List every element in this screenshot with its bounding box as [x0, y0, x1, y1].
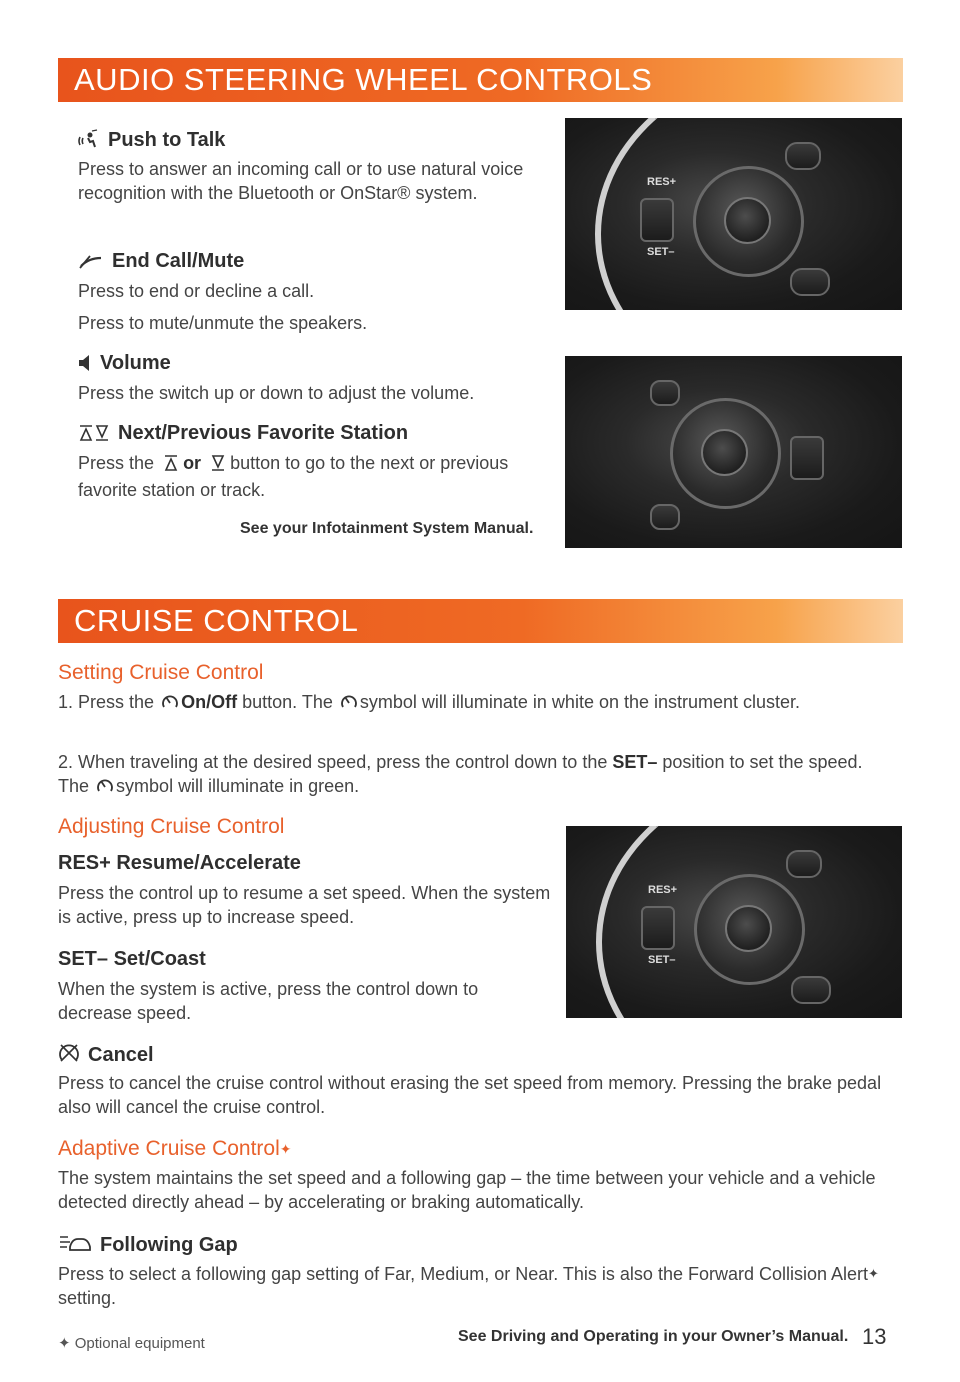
cruise-talk-button: [786, 850, 822, 878]
end-call-icon: [78, 252, 104, 276]
adaptive-cruise-text: The system maintains the set speed and a following gap – the time between your vehicle and a vehicle detected directly ahead – by accelerating or braking automatically.: [58, 1168, 876, 1212]
res-label: RES+: [647, 176, 677, 188]
push-to-talk-button: [785, 142, 821, 170]
cancel-icon: [58, 1042, 80, 1070]
prev-station-inline-icon: [210, 454, 226, 478]
set-heading: SET– Set/Coast: [58, 948, 206, 970]
page-number: 13: [862, 1324, 887, 1349]
steering-wheel-photo-right-controls: [565, 118, 902, 310]
next-station-inline-icon: [163, 454, 179, 478]
audio-section-title: AUDIO STEERING WHEEL CONTROLS: [58, 58, 903, 102]
res-set-rocker: [640, 198, 674, 242]
audio-knob-center: [701, 429, 748, 476]
cruise-set-label: SET–: [648, 954, 676, 966]
following-gap-heading: Following Gap: [58, 1232, 238, 1260]
volume-text: Press the switch up or down to adjust the volume.: [78, 383, 475, 403]
cruise-on-off-icon: [161, 693, 179, 717]
adaptive-cruise-heading: Adaptive Cruise Control✦: [58, 1137, 292, 1160]
cancel-text: Press to cancel the cruise control without erasing the set speed from memory. Pressing the brake pedal also will cancel the cruise control.: [58, 1073, 882, 1117]
following-gap-icon: [58, 1232, 92, 1260]
next-favorite-button: [650, 380, 680, 406]
next-prev-text: Press the or button to go to the next or previous favorite station or track.: [78, 453, 509, 500]
push-to-talk-text: Press to answer an incoming call or to use natural voice recognition with the Bluetooth or OnStar® system.: [78, 159, 524, 203]
see-infotainment-manual: See your Infotainment System Manual.: [240, 520, 534, 537]
control-knob-center: [724, 197, 771, 244]
end-call-button: [790, 268, 830, 296]
setting-cruise-heading: Setting Cruise Control: [58, 661, 264, 684]
res-heading: RES+ Resume/Accelerate: [58, 852, 301, 874]
steering-wheel-photo-left-controls: [565, 356, 902, 548]
cruise-res-label: RES+: [648, 884, 678, 896]
cruise-end-call-button: [791, 976, 831, 1004]
prev-favorite-button: [650, 504, 680, 530]
cruise-symbol-green-icon: [96, 777, 114, 801]
optional-mark: ✦: [279, 1141, 292, 1157]
steering-wheel-photo-cruise: [566, 826, 902, 1018]
speaker-icon: [78, 354, 92, 378]
set-text: When the system is active, press the control down to decrease speed.: [58, 979, 479, 1023]
cancel-heading: Cancel: [58, 1042, 154, 1070]
see-driving-manual: See Driving and Operating in your Owner’s Manual.: [458, 1328, 849, 1345]
volume-heading: Volume: [78, 351, 171, 378]
volume-rocker: [790, 436, 824, 480]
end-call-text-1: Press to end or decline a call.: [78, 281, 315, 301]
end-call-text-2: Press to mute/unmute the speakers.: [78, 313, 368, 333]
set-label: SET–: [647, 246, 675, 258]
setting-step-1: 1. Press the On/Off button. The symbol will illuminate in white on the instrument cluster.: [58, 690, 898, 717]
optional-equipment-note: ✦ Optional equipment: [58, 1335, 205, 1352]
following-gap-text: Press to select a following gap setting of Far, Medium, or Near. This is also the Forward Collision Alert✦ setting.: [58, 1264, 879, 1308]
adjusting-cruise-heading: Adjusting Cruise Control: [58, 815, 285, 838]
next-station-icon: [78, 424, 94, 448]
voice-talk-icon: [78, 129, 100, 155]
cruise-section-title: CRUISE CONTROL: [58, 599, 903, 643]
cruise-knob-center: [725, 905, 772, 952]
res-text: Press the control up to resume a set speed. When the system is active, press up to increase speed.: [58, 883, 551, 927]
optional-mark-inline: ✦: [868, 1266, 879, 1281]
push-to-talk-heading: Push to Talk: [78, 128, 225, 155]
prev-station-icon: [94, 424, 110, 448]
cruise-symbol-icon: [340, 693, 358, 717]
next-prev-heading: Next/Previous Favorite Station: [78, 421, 408, 448]
cruise-res-set-rocker: [641, 906, 675, 950]
end-call-heading: End Call/Mute: [78, 249, 244, 276]
setting-step-2: 2. When traveling at the desired speed, press the control down to the SET– position to set the speed. The symbol will illuminate in green.: [58, 750, 898, 801]
